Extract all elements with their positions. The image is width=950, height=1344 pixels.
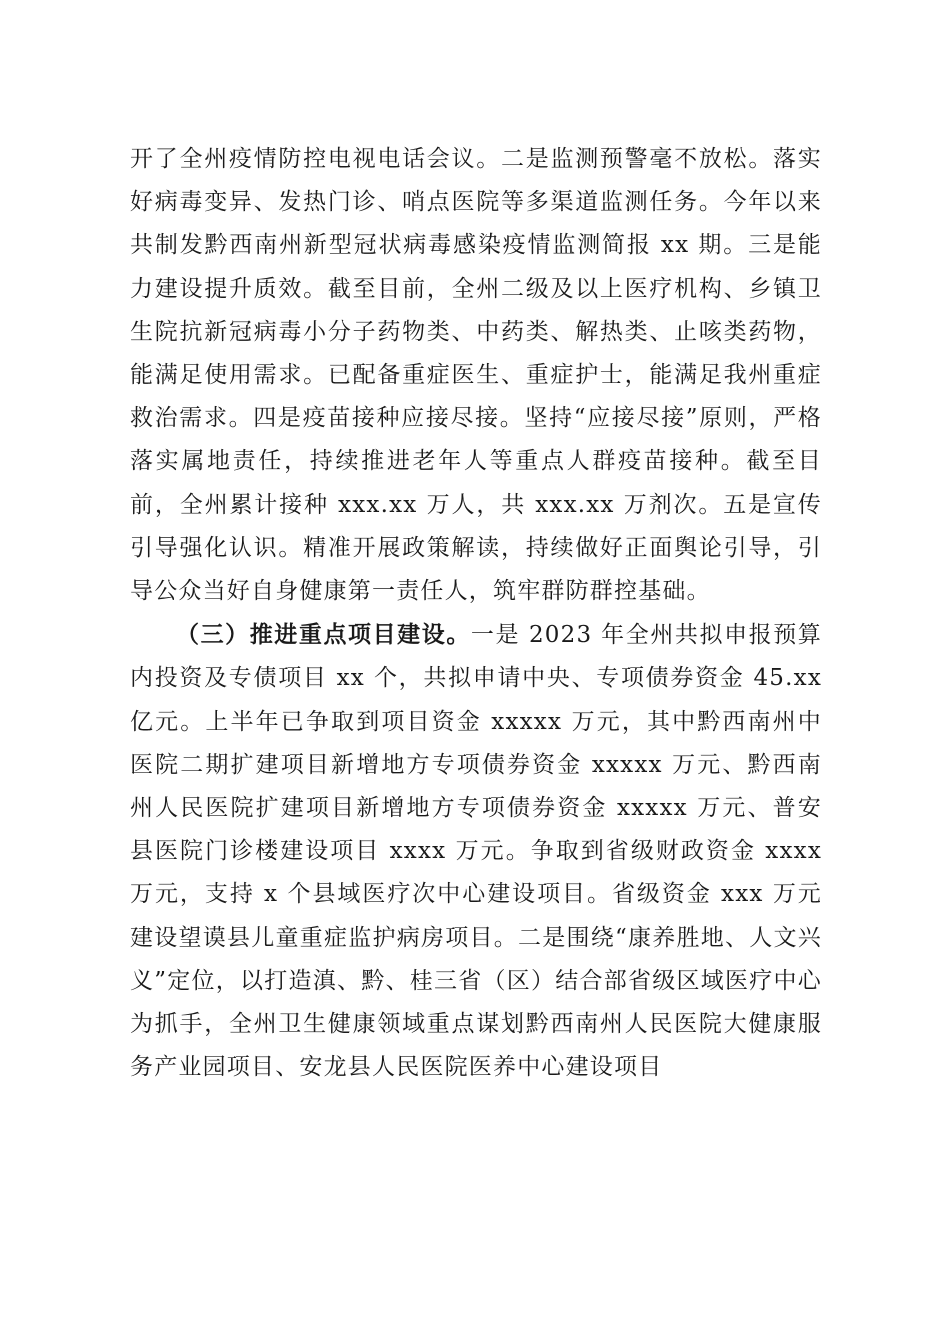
document-body bbox=[130, 138, 822, 1089]
paragraph-epidemic-control bbox=[130, 138, 822, 613]
section-heading-key-projects: （三）推进重点项目建设。 bbox=[176, 621, 471, 649]
paragraph-text: 一是 2023 年全州共拟申报预算内投资及专债项目 xx 个，共拟申请中央、专项债券资金 45.xx 亿元。上半年已争取到项目资金 xxxxx 万元，其中黔西南州中医院二期扩建项目新增地方专项债券资金 xxxxx 万元、黔西南州人民医院扩建项目新增地方专项债券资金 xxxxx 万元、普安县医院门诊楼建设项目 xxxx 万元。争取到省级财政资金 xxxx 万元，支持 x 个县域医疗次中心建设项目。省级资金 xxx 万元建设望谟县儿童重症监护病房项目。二是围绕“康养胜地、人文兴义”定位，以打造滇、黔、桂三省（区）结合部省级区域医疗中心为抓手，全州卫生健康领域重点谋划黔西南州人民医院大健康服务产业园项目、安龙县人民医院医养中心建设项目 bbox=[130, 622, 822, 1081]
paragraph-text: 开了全州疫情防控电视电话会议。二是监测预警毫不放松。落实好病毒变异、发热门诊、哨点医院等多渠道监测任务。今年以来共制发黔西南州新型冠状病毒感染疫情监测简报 xx 期。三是能力建设提升质效。截至目前，全州二级及以上医疗机构、乡镇卫生院抗新冠病毒小分子药物类、中药类、解热类、止咳类药物，能满足使用需求。已配备重症医生、重症护士，能满足我州重症救治需求。四是疫苗接种应接尽接。坚持“应接尽接”原则，严格落实属地责任，持续推进老年人等重点人群疫苗接种。截至目前，全州累计接种 xxx.xx 万人，共 xxx.xx 万剂次。五是宣传引导强化认识。精准开展政策解读，持续做好正面舆论引导，引导公众当好自身健康第一责任人，筑牢群防群控基础。 bbox=[130, 146, 822, 605]
paragraph-key-projects bbox=[130, 613, 822, 1089]
